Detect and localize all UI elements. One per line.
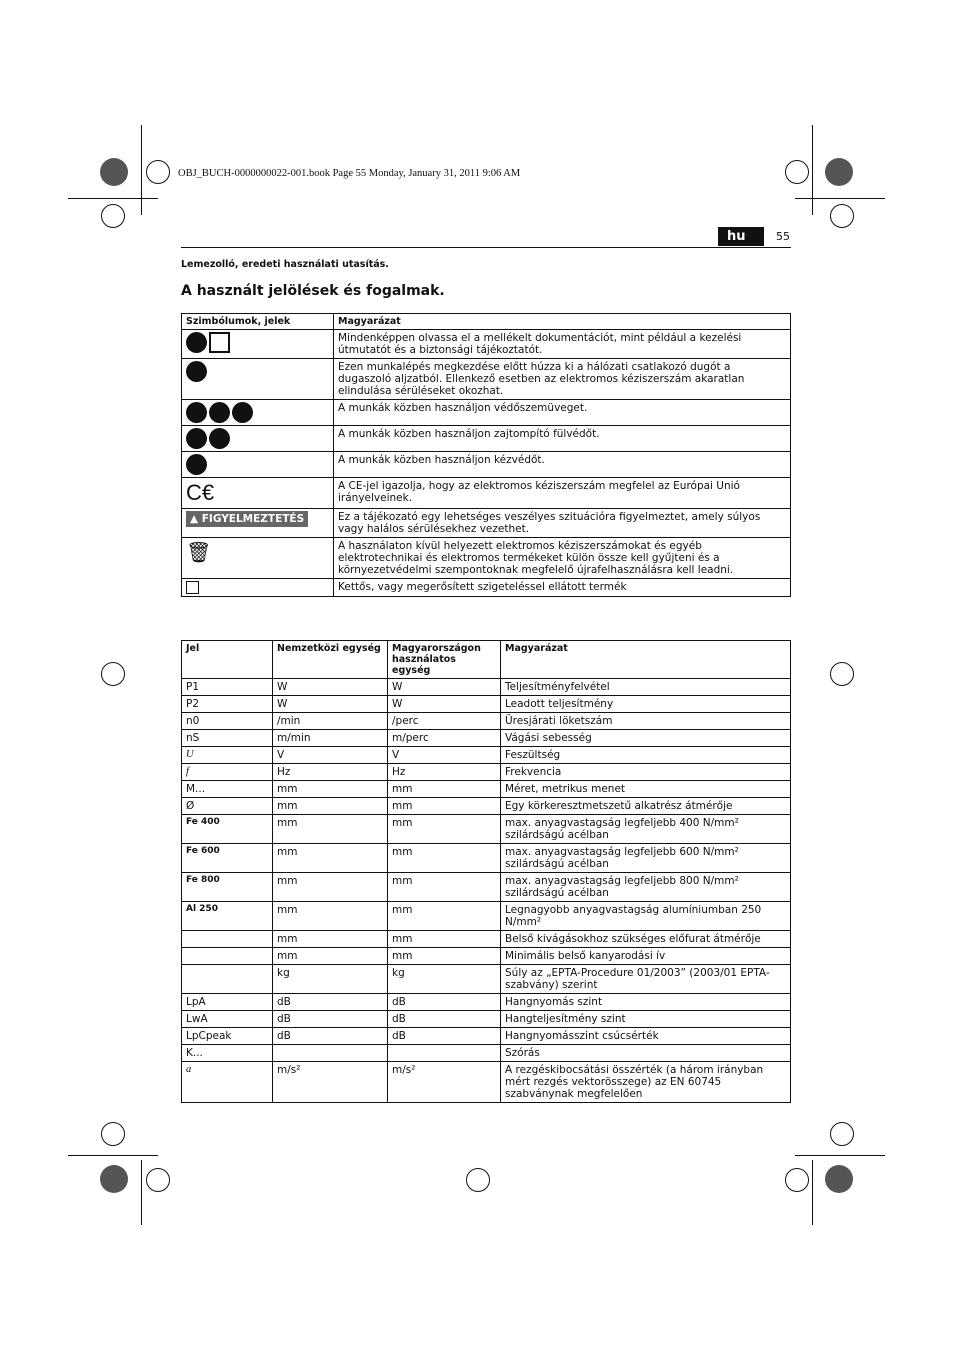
symbol-cell <box>182 931 273 948</box>
double-insulation-icon <box>186 581 199 594</box>
explanation: A CE-jel igazolja, hogy az elektromos kéziszerszám megfelel az Európai Unió irányelveinek. <box>334 478 791 509</box>
crosshair-icon <box>146 160 170 184</box>
column-header: Szimbólumok, jelek <box>182 314 334 330</box>
table-row <box>182 798 791 815</box>
unit-cell: dB <box>273 994 388 1011</box>
section-title: A használt jelölések és fogalmak. <box>181 283 445 299</box>
unit-cell: dB <box>273 1028 388 1045</box>
column-header: Magyarázat <box>334 314 791 330</box>
book-header: OBJ_BUCH-0000000022-001.book Page 55 Monday, January 31, 2011 9:06 AM <box>178 168 521 179</box>
explanation-cell: Üresjárati löketszám <box>501 713 791 730</box>
symbol-cell: P1 <box>182 679 273 696</box>
unit-cell: mm <box>388 781 501 798</box>
explanation-cell: Hangnyomás szint <box>501 994 791 1011</box>
explanation: Mindenképpen olvassa el a mellékelt dokumentációt, mint például a kezelési útmutatót és a biztonsági tájékoztatót. <box>334 330 791 359</box>
symbol-cell: LwA <box>182 1011 273 1028</box>
explanation-cell: Hangteljesítmény szint <box>501 1011 791 1028</box>
table-row <box>182 844 791 873</box>
unit-cell: mm <box>273 798 388 815</box>
unit-cell: m/s² <box>388 1062 501 1103</box>
symbol-cell: Fe 600 <box>182 844 273 873</box>
ce-mark-icon: C€ <box>186 480 215 505</box>
explanation-cell: max. anyagvastagság legfeljebb 400 N/mm² szilárdságú acélban <box>501 815 791 844</box>
unit-cell: W <box>273 696 388 713</box>
symbols-header-row <box>182 314 791 330</box>
ear-muffs-icon <box>186 428 207 449</box>
unit-cell: mm <box>273 873 388 902</box>
table-row <box>182 330 791 359</box>
document-title: Lemezolló, eredeti használati utasítás. <box>181 259 389 270</box>
table-row <box>182 873 791 902</box>
crosshair-icon <box>101 204 125 228</box>
table-row <box>182 426 791 452</box>
unit-cell: W <box>388 679 501 696</box>
unit-cell: /perc <box>388 713 501 730</box>
table-row <box>182 1062 791 1103</box>
table-row <box>182 730 791 747</box>
explanation-cell: A rezgéskibocsátási összérték (a három irányban mért rezgés vektorösszege) az EN 60745 szabványnak megfelelően <box>501 1062 791 1103</box>
registration-disk-icon <box>100 1165 128 1193</box>
crop-mark <box>812 1160 813 1225</box>
explanation-cell: Vágási sebesség <box>501 730 791 747</box>
table-row <box>182 1028 791 1045</box>
column-header: Magyarországon használatos egység <box>388 641 501 679</box>
unit-cell: /min <box>273 713 388 730</box>
symbol-cell: a <box>182 1062 273 1103</box>
unit-cell: m/perc <box>388 730 501 747</box>
explanation-cell: Méret, metrikus menet <box>501 781 791 798</box>
crop-mark <box>795 198 885 199</box>
unit-cell: mm <box>273 902 388 931</box>
table-row <box>182 538 791 579</box>
crosshair-icon <box>146 1168 170 1192</box>
goggles-icon <box>232 402 253 423</box>
table-row <box>182 931 791 948</box>
helmet-icon <box>186 402 207 423</box>
table-row <box>182 965 791 994</box>
unit-cell: mm <box>273 844 388 873</box>
unit-cell <box>273 1045 388 1062</box>
crop-mark <box>141 1160 142 1225</box>
crosshair-icon <box>466 1168 490 1192</box>
symbol-cell: f <box>182 764 273 781</box>
explanation: Ez a tájékozató egy lehetséges veszélyes szituációra figyelmeztet, amely súlyos vagy halálos sérülésekhez vezethet. <box>334 509 791 538</box>
explanation-cell: Teljesítményfelvétel <box>501 679 791 696</box>
explanation: A használaton kívül helyezett elektromos kéziszerszámokat és egyéb elektrotechnikai és elektromos termékeket külön össze kell gyűjteni és a környezetvédelmi szempontoknak megfelelő újrafelhasználásra kell leadni. <box>334 538 791 579</box>
unit-cell: V <box>388 747 501 764</box>
table-row <box>182 994 791 1011</box>
unit-cell: m/s² <box>273 1062 388 1103</box>
crosshair-icon <box>101 662 125 686</box>
column-header: Magyarázat <box>501 641 791 679</box>
unit-cell: mm <box>273 931 388 948</box>
symbol-cell: M... <box>182 781 273 798</box>
explanation-cell: Minimális belső kanyarodási ív <box>501 948 791 965</box>
explanation-cell: Egy körkeresztmetszetű alkatrész átmérője <box>501 798 791 815</box>
table-row <box>182 359 791 400</box>
explanation-cell: Legnagyobb anyagvastagság alumíniumban 250 N/mm² <box>501 902 791 931</box>
unit-cell: kg <box>388 965 501 994</box>
table-row <box>182 713 791 730</box>
explanation-cell: max. anyagvastagság legfeljebb 800 N/mm² szilárdságú acélban <box>501 873 791 902</box>
language-badge: hu <box>718 227 764 246</box>
unit-cell: V <box>273 747 388 764</box>
explanation-cell: Feszültség <box>501 747 791 764</box>
unit-cell: mm <box>273 948 388 965</box>
symbol-cell: n0 <box>182 713 273 730</box>
unit-cell: dB <box>273 1011 388 1028</box>
face-shield-icon <box>209 402 230 423</box>
symbol-cell: Fe 400 <box>182 815 273 844</box>
explanation-cell: Súly az „EPTA-Procedure 01/2003” (2003/01 EPTA-szabvány) szerint <box>501 965 791 994</box>
symbol-cell: nS <box>182 730 273 747</box>
unit-cell: mm <box>388 948 501 965</box>
explanation: Kettős, vagy megerősített szigeteléssel ellátott termék <box>334 579 791 597</box>
page-number: 55 <box>776 230 790 243</box>
explanation: Ezen munkalépés megkezdése előtt húzza ki a hálózati csatlakozó dugót a dugaszoló aljzatból. Ellenkező esetben az elektromos kéziszerszám akaratlan elindulása sérüléseket okozhat. <box>334 359 791 400</box>
table-row <box>182 781 791 798</box>
table-row <box>182 747 791 764</box>
explanation: A munkák közben használjon kézvédőt. <box>334 452 791 478</box>
unit-cell: dB <box>388 1011 501 1028</box>
unit-cell: Hz <box>273 764 388 781</box>
unit-cell <box>388 1045 501 1062</box>
symbol-cell: LpCpeak <box>182 1028 273 1045</box>
explanation-cell: Leadott teljesítmény <box>501 696 791 713</box>
table-row <box>182 696 791 713</box>
crop-mark <box>795 1155 885 1156</box>
table-row <box>182 1045 791 1062</box>
ear-protection-icon <box>209 428 230 449</box>
unit-cell: Hz <box>388 764 501 781</box>
unit-cell: dB <box>388 1028 501 1045</box>
crop-mark <box>141 125 142 215</box>
explanation: A munkák közben használjon védőszemüveget. <box>334 400 791 426</box>
crop-mark <box>68 198 158 199</box>
explanation-cell: Frekvencia <box>501 764 791 781</box>
table-row <box>182 902 791 931</box>
units-table <box>181 640 791 1103</box>
unit-cell: mm <box>388 902 501 931</box>
column-header: Nemzetközi egység <box>273 641 388 679</box>
unit-cell: dB <box>388 994 501 1011</box>
registration-disk-icon <box>100 158 128 186</box>
table-row <box>182 509 791 538</box>
table-row <box>182 452 791 478</box>
unit-cell: kg <box>273 965 388 994</box>
symbol-cell: Ø <box>182 798 273 815</box>
unplug-icon <box>186 361 207 382</box>
unit-cell: m/min <box>273 730 388 747</box>
symbol-cell: Al 250 <box>182 902 273 931</box>
symbol-cell <box>182 965 273 994</box>
read-manual-icon <box>186 332 207 353</box>
crop-mark <box>68 1155 158 1156</box>
table-row <box>182 815 791 844</box>
gloves-icon <box>186 454 207 475</box>
explanation-cell: Hangnyomásszint csúcsérték <box>501 1028 791 1045</box>
symbol-cell: U <box>182 747 273 764</box>
crosshair-icon <box>785 160 809 184</box>
crop-mark <box>812 125 813 215</box>
explanation-cell: Szórás <box>501 1045 791 1062</box>
warning-label: ▲ FIGYELMEZTETÉS <box>186 511 308 527</box>
crosshair-icon <box>101 1122 125 1146</box>
unit-cell: mm <box>273 815 388 844</box>
unit-cell: mm <box>388 815 501 844</box>
explanation: A munkák közben használjon zajtompító fülvédőt. <box>334 426 791 452</box>
crosshair-icon <box>785 1168 809 1192</box>
table-row <box>182 400 791 426</box>
symbol-cell <box>182 948 273 965</box>
table-row <box>182 679 791 696</box>
symbol-cell: P2 <box>182 696 273 713</box>
symbol-cell: K... <box>182 1045 273 1062</box>
registration-disk-icon <box>825 1165 853 1193</box>
symbol-cell: LpA <box>182 994 273 1011</box>
unit-cell: mm <box>388 844 501 873</box>
unit-cell: W <box>273 679 388 696</box>
crossed-bin-icon: 🗑︎ <box>186 540 212 564</box>
unit-cell: mm <box>388 873 501 902</box>
unit-cell: mm <box>273 781 388 798</box>
crosshair-icon <box>830 1122 854 1146</box>
table-row <box>182 579 791 597</box>
table-row <box>182 764 791 781</box>
symbols-table <box>181 313 791 597</box>
explanation-cell: Belső kivágásokhoz szükséges előfurat átmérője <box>501 931 791 948</box>
units-header-row <box>182 641 791 679</box>
crosshair-icon <box>830 204 854 228</box>
explanation-cell: max. anyagvastagság legfeljebb 600 N/mm² szilárdságú acélban <box>501 844 791 873</box>
unit-cell: mm <box>388 931 501 948</box>
unit-cell: W <box>388 696 501 713</box>
crosshair-icon <box>830 662 854 686</box>
symbol-cell: Fe 800 <box>182 873 273 902</box>
table-row <box>182 948 791 965</box>
registration-disk-icon <box>825 158 853 186</box>
header-rule <box>181 247 791 248</box>
column-header: Jel <box>182 641 273 679</box>
book-icon <box>209 332 230 353</box>
table-row <box>182 1011 791 1028</box>
table-row <box>182 478 791 509</box>
unit-cell: mm <box>388 798 501 815</box>
